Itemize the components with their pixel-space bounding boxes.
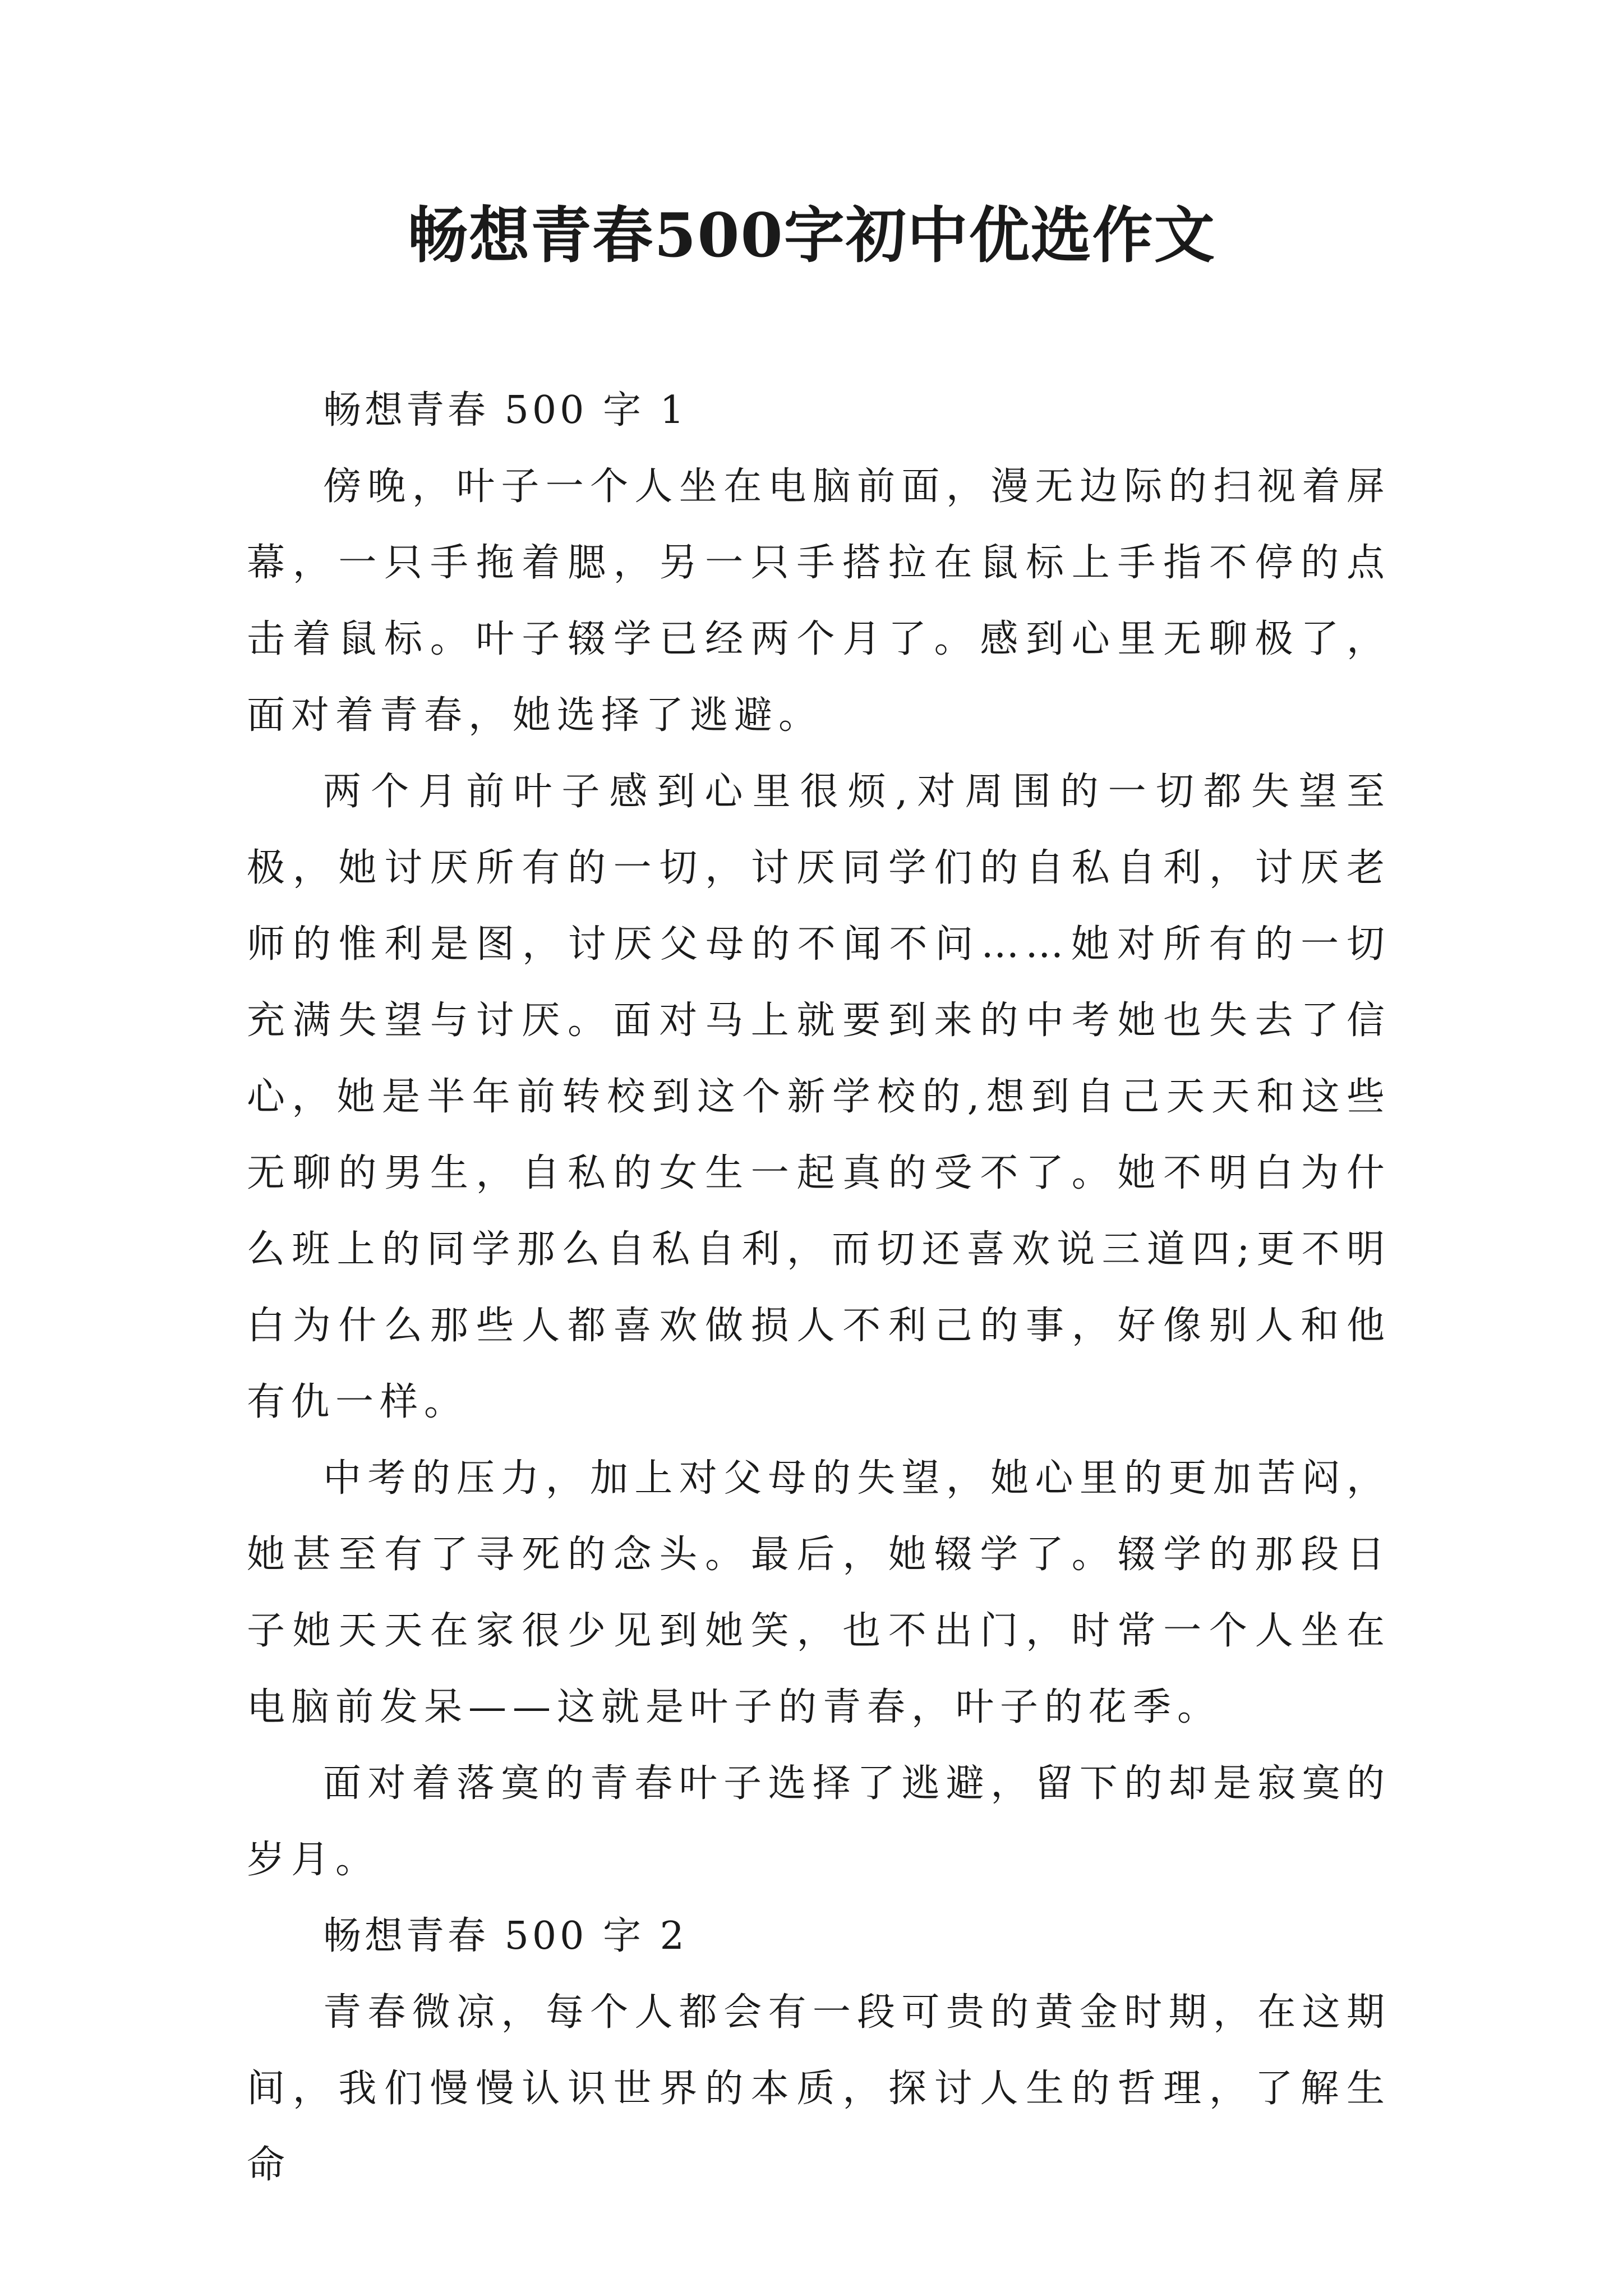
paragraph-1-3: 中考的压力，加上对父母的失望，她心里的更加苦闷，她甚至有了寻死的念头。最后，她辍学了。辍学的那段日子她天天在家很少见到她笑，也不出门，时常一个人坐在电脑前发呆——这就是叶子的青春，叶子的花季。 [247,1456,1391,1729]
document-title: 畅想青春500字初中优选作文 [407,200,1216,271]
section-heading-1: 畅想青春 500 字 1 [323,388,688,432]
paragraph-2-1: 青春微凉，每个人都会有一段可贵的黄金时期，在这期间，我们慢慢认识世界的本质，探讨人生的哲理，了解生命 [247,1990,1391,2187]
paragraph-1-4: 面对着落寞的青春叶子选择了逃避，留下的却是寂寞的岁月。 [247,1761,1391,1882]
section-heading-2: 畅想青春 500 字 2 [323,1914,688,1958]
paragraph-1-2: 两个月前叶子感到心里很烦,对周围的一切都失望至极，她讨厌所有的一切，讨厌同学们的自私自利，讨厌老师的惟利是图，讨厌父母的不闻不问……她对所有的一切充满失望与讨厌。面对马上就要到来的中考她也失去了信心，她是半年前转校到这个新学校的,想到自己天天和这些无聊的男生，自私的女生一起真的受不了。她不明白为什么班上的同学那么自私自利，而切还喜欢说三道四;更不明白为什么那些人都喜欢做损人不利己的事，好像别人和他有仇一样。 [247,770,1391,1424]
document-body [247,372,1391,2203]
paragraph-1-1: 傍晚，叶子一个人坐在电脑前面，漫无边际的扫视着屏幕，一只手拖着腮，另一只手搭拉在鼠标上手指不停的点击着鼠标。叶子辍学已经两个月了。感到心里无聊极了，面对着青春，她选择了逃避。 [247,464,1391,738]
